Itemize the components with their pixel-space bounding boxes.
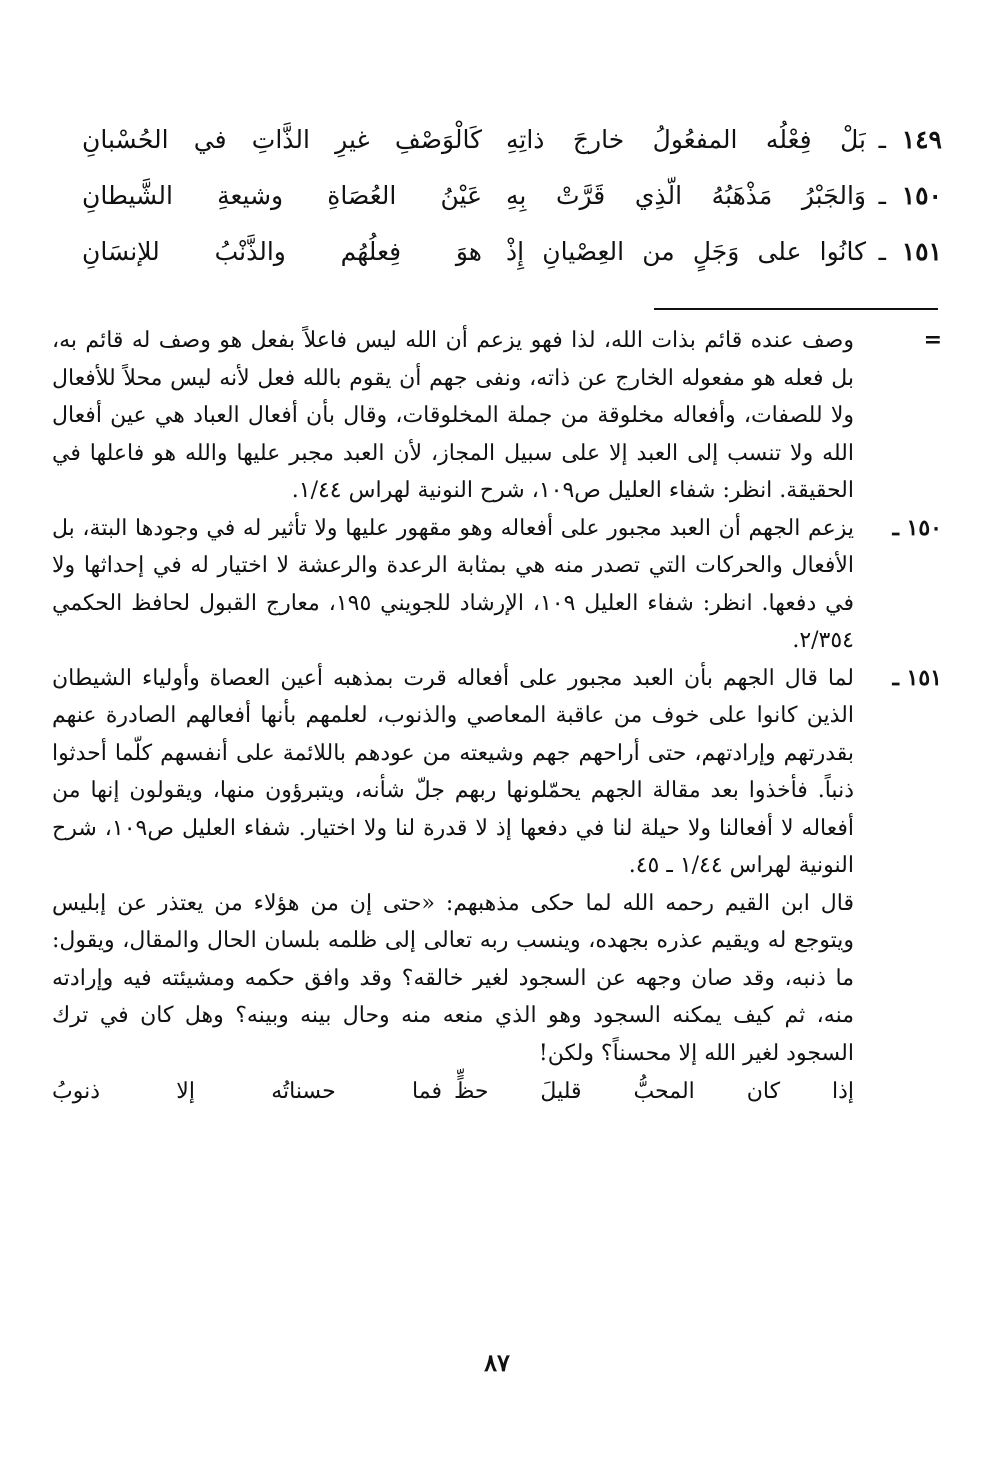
footnote-continued: [52, 322, 942, 510]
verse-number: ١٥١: [901, 237, 942, 266]
quote-text: قال ابن القيم رحمه الله لما حكى مذهبهم: «حتى إن من هؤلاء من يعتذر عن إبليس ويتوجع له ويقيم عذره بجهده، وينسب ربه تعالى إلى ظلمه بلسان الحال والمقال، ويقول: ما ذنبه، وقد صان وجهه عن السجود لغير خالقه؟ وقد وافق حكمه ومشيئته فيه وإرادته منه، ثم كيف يمكنه السجود وهو الذي منعه منه وحال بينه وبينه؟ وهل كان في ترك السجود لغير الله إلا محسناً؟ ولكن!: [52, 890, 854, 1066]
verse-number: ١٤٩: [901, 125, 942, 154]
verse-149: [52, 120, 942, 176]
poem-verses: [52, 120, 942, 288]
footnote-marker: =: [923, 327, 942, 353]
page-number: ٨٧: [484, 1348, 510, 1377]
verse-first-hemistich: بَلْ فِعْلُه المفعُولُ خارجَ ذاتِهِ: [506, 125, 866, 154]
footnote-quote: [52, 885, 942, 1073]
verse-150: [52, 176, 942, 232]
footnote-150: [52, 510, 942, 660]
verse-second-hemistich: كَالْوَصْفِ غيرِ الذَّاتِ في الحُسْبانِ: [82, 125, 482, 154]
verse-first-hemistich: وَالجَبْرُ مَذْهَبُهُ الَّذِي قَرَّتْ بِهِ: [506, 181, 866, 210]
footnotes: [52, 322, 942, 1118]
verse-151: [52, 232, 942, 288]
footnote-text: وصف عنده قائم بذات الله، لذا فهو يزعم أن الله ليس فاعلاً بفعل هو وصف له قائم به، بل فعله هو مفعوله الخارج عن ذاته، ونفى جهم أن يقوم بالله فعل لأنه ليس محلاً للأفعال ولا للصفات، وأفعاله مخلوقة من جملة المخلوقات، وقال بأن أفعال العباد هي عين أفعال الله ولا تنسب إلى العبد إلا على سبيل المجاز، لأن العبد مجبر عليها والله هو فاعلها في الحقيقة. انظر: شفاء العليل ص١٠٩، شرح النونية لهراس ١/٤٤.: [52, 328, 854, 503]
verse-dash: ـ: [878, 181, 886, 210]
footnote-separator: [654, 308, 938, 310]
quoted-verse-first-hemistich: إذا كان المحبُّ قليلَ حظٍّ: [454, 1079, 854, 1104]
footnote-151: [52, 660, 942, 885]
footnote-marker: ١٥٠ ـ: [892, 514, 942, 541]
verse-second-hemistich: عَيْنُ العُصَاةِ وشيعةِ الشَّيطانِ: [82, 181, 482, 210]
verse-second-hemistich: هوَ فِعلُهُم والذَّنْبُ للإنسَانِ: [82, 237, 482, 266]
verse-number: ١٥٠: [901, 181, 942, 210]
quoted-verse-second-hemistich: فما حسناتُه إلا ذنوبُ: [52, 1079, 442, 1104]
verse-first-hemistich: كانُوا على وَجَلٍ من العِصْيانِ إِذْ: [506, 237, 866, 266]
quoted-verse: [52, 1072, 854, 1118]
verse-dash: ـ: [878, 237, 886, 266]
footnote-marker: ١٥١ ـ: [892, 664, 942, 691]
verse-dash: ـ: [878, 125, 886, 154]
footnote-text: يزعم الجهم أن العبد مجبور على أفعاله وهو مقهور عليها ولا تأثير له في وجودها البتة، بل الأفعال والحركات التي تصدر منه هي بمثابة الرعدة والرعشة لا اختيار له في إحداثها ولا في دفعها. انظر: شفاء العليل ١٠٩، الإرشاد للجويني ١٩٥، معارج القبول لحافظ الحكمي ٢/٣٥٤.: [52, 515, 854, 653]
footnote-text: لما قال الجهم بأن العبد مجبور على أفعاله قرت بمذهبه أعين العصاة وأولياء الشيطان الذين كانوا على خوف من عاقبة المعاصي والذنوب، لعلمهم بأنها أفعالهم الصادرة عنهم بقدرتهم وإرادتهم، حتى أراحهم جهم وشيعته من عودهم باللائمة على أنفسهم كلّما أحدثوا ذنباً. فأخذوا بعد مقالة الجهم يحمّلونها ربهم جلّ شأنه، ويتبرؤون منها، ويقولون إنها من أفعاله لا أفعالنا ولا حيلة لنا في دفعها إذ لا قدرة لنا ولا اختيار. شفاء العليل ص١٠٩، شرح النونية لهراس ١/٤٤ ـ ٤٥.: [52, 665, 854, 878]
